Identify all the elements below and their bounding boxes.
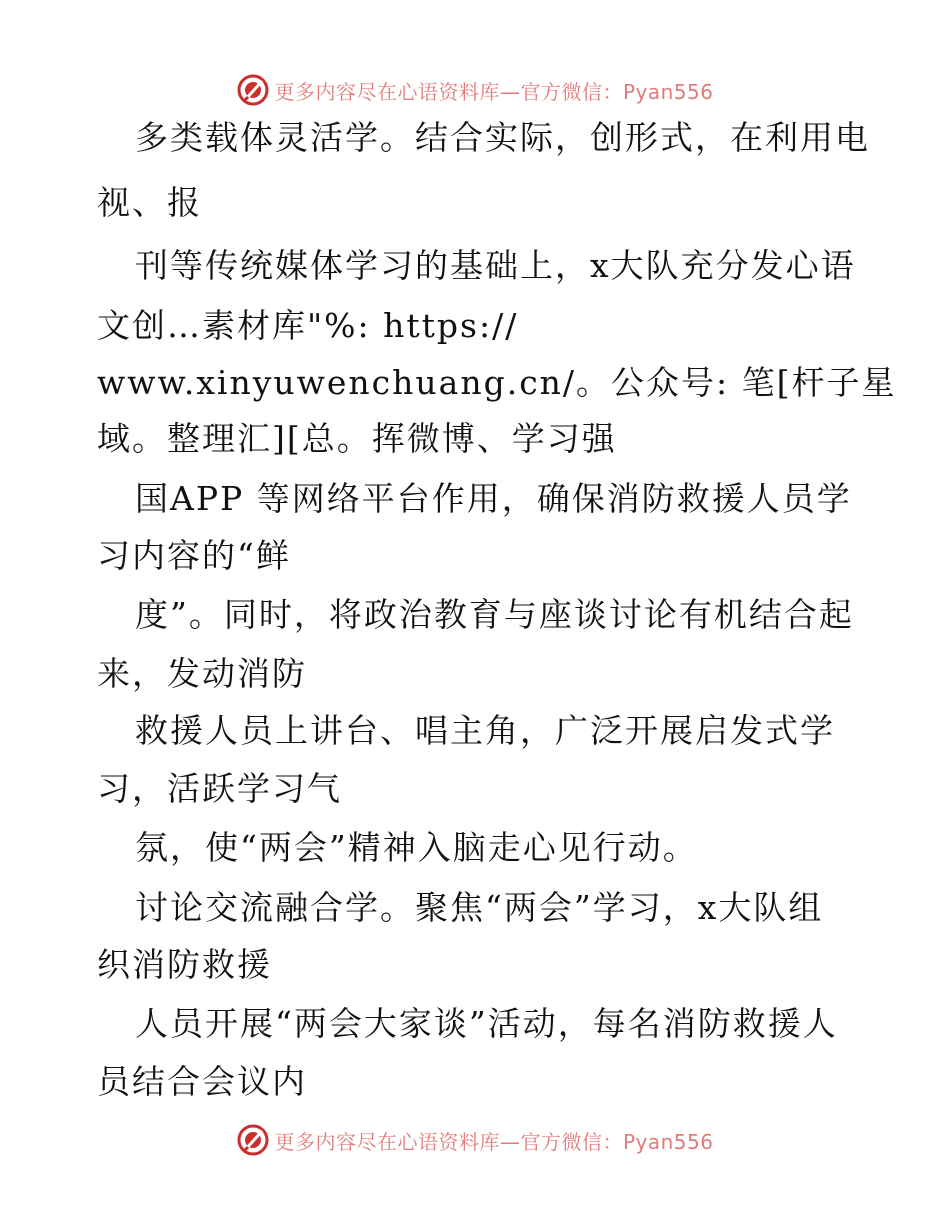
body-line: 氛，使“两会”精神入脑走心见行动。 bbox=[135, 828, 698, 867]
footer-banner-wechat: 官方微信：Pyan556 bbox=[520, 1129, 714, 1154]
header-banner bbox=[0, 70, 950, 110]
footer-banner-text bbox=[274, 1126, 713, 1155]
header-banner-text bbox=[274, 76, 713, 105]
body-line: 度”。同时，将政治教育与座谈讨论有机结合起 bbox=[135, 595, 854, 634]
body-line: 国APP 等网络平台作用，确保消防救援人员学 bbox=[135, 479, 852, 518]
brand-logo-icon bbox=[236, 73, 270, 107]
body-line: 域。整理汇][总。挥微博、学习强 bbox=[97, 419, 617, 458]
footer-banner-main: 更多内容尽在心语资料库— bbox=[274, 1129, 521, 1154]
body-line: 救援人员上讲台、唱主角，广泛开展启发式学 bbox=[135, 711, 835, 750]
body-line: 来，发动消防 bbox=[97, 654, 307, 693]
body-line: 文创…素材库"%: https:// bbox=[97, 306, 519, 345]
header-banner-main: 更多内容尽在心语资料库— bbox=[274, 79, 521, 104]
body-line: www.xinyuwenchuang.cn/。公众号: 笔[杆子星 bbox=[97, 363, 897, 402]
brand-logo-icon bbox=[236, 1123, 270, 1157]
body-line: 视、报 bbox=[97, 183, 202, 222]
header-banner-wechat: 官方微信：Pyan556 bbox=[520, 79, 714, 104]
body-line: 习内容的“鲜 bbox=[97, 536, 291, 575]
body-line: 习，活跃学习气 bbox=[97, 769, 342, 808]
body-line: 讨论交流融合学。聚焦“两会”学习，x大队组 bbox=[135, 888, 824, 927]
body-line: 刊等传统媒体学习的基础上，x大队充分发心语 bbox=[135, 246, 856, 285]
body-line: 员结合会议内 bbox=[97, 1062, 307, 1101]
body-line: 人员开展“两会大家谈”活动，每名消防救援人 bbox=[135, 1004, 838, 1043]
body-line: 多类载体灵活学。结合实际，创形式，在利用电 bbox=[135, 118, 870, 157]
footer-banner bbox=[0, 1120, 950, 1160]
body-line: 织消防救援 bbox=[97, 945, 272, 984]
